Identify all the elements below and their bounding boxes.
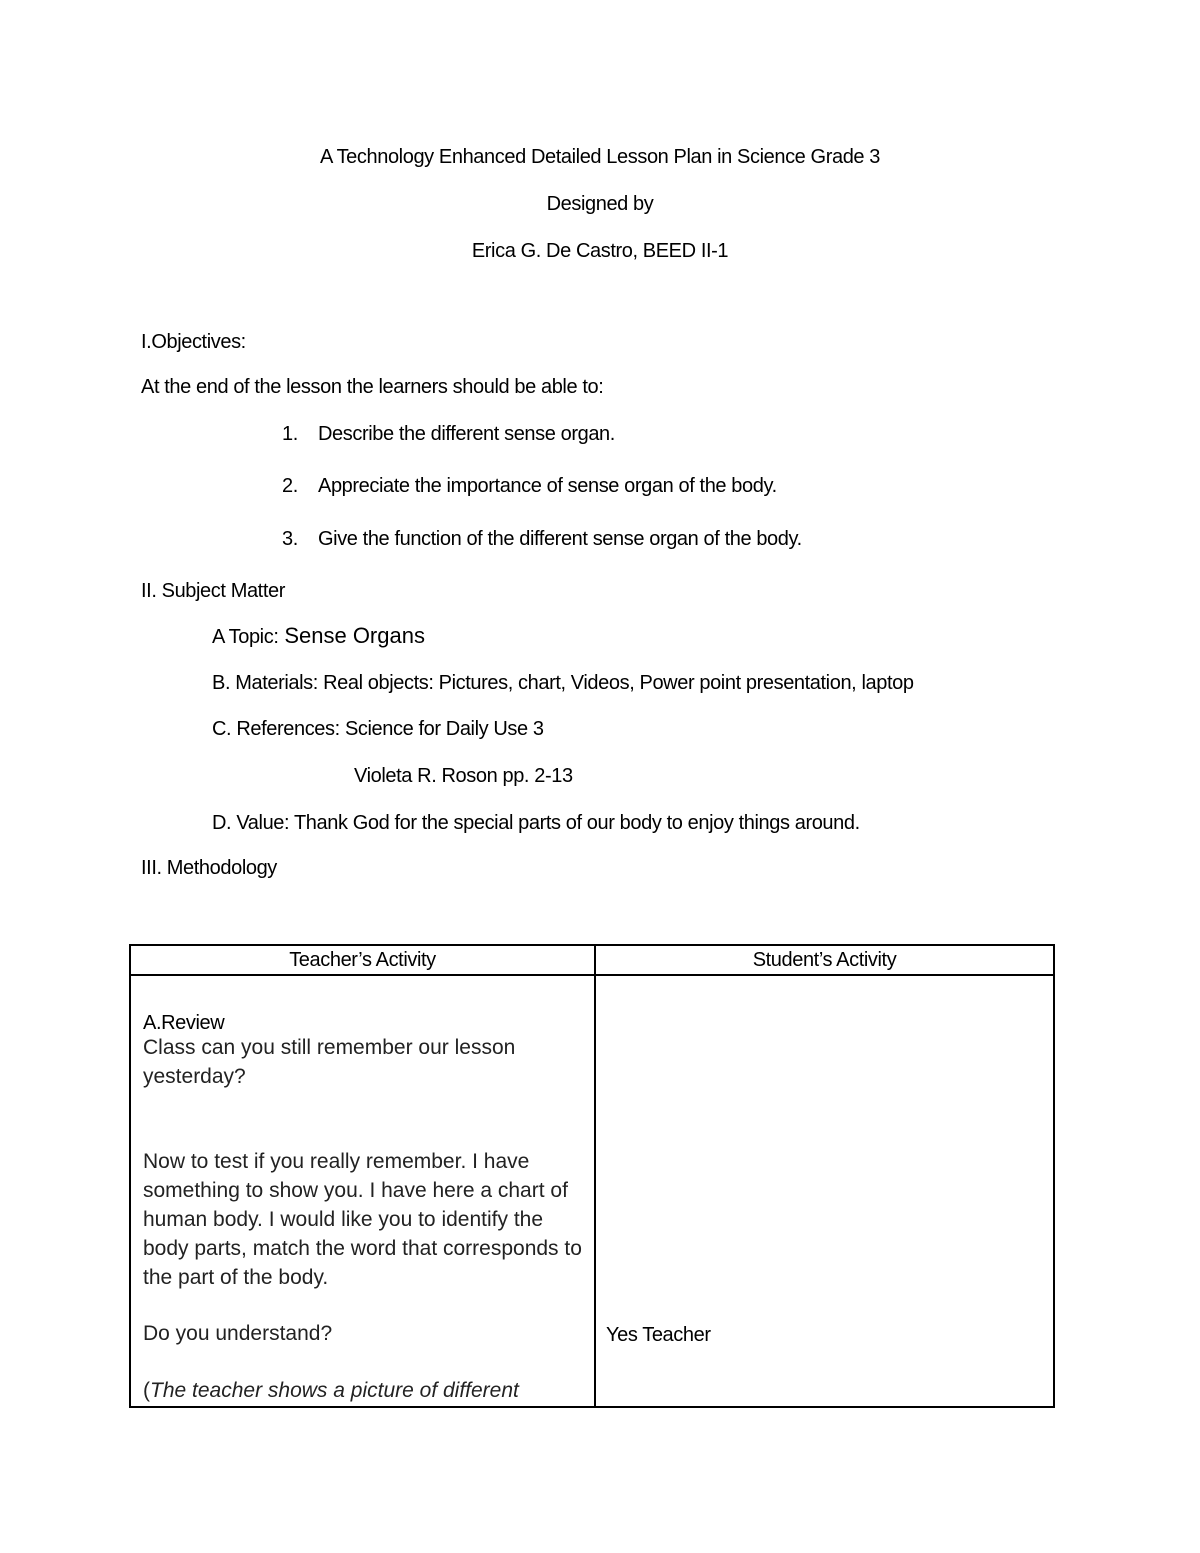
value-line: D. Value: Thank God for the special parts of our body to enjoy things around. (212, 812, 860, 834)
designed-by-label: Designed by (546, 193, 654, 215)
teacher-activity-header: Teacher’s Activity (130, 945, 595, 975)
objectives-heading: I.Objectives: (141, 331, 246, 353)
objective-number: 1. (282, 423, 298, 445)
objective-text: Give the function of the different sense organ of the body. (318, 528, 802, 550)
subject-matter-heading: II. Subject Matter (141, 580, 285, 602)
topic-label: A Topic: (212, 626, 279, 648)
table-row (130, 975, 1054, 1407)
topic-value: Sense Organs (284, 623, 425, 648)
teacher-text-3: Do you understand? (143, 1322, 333, 1345)
references-line (212, 716, 544, 742)
student-activity-header: Student’s Activity (595, 945, 1054, 975)
review-heading: A.Review (143, 1012, 225, 1034)
table-header-row (130, 945, 1054, 975)
references-author: Violeta R. Roson pp. 2-13 (354, 765, 573, 787)
objective-number: 3. (282, 528, 298, 550)
student-reply: Yes Teacher (606, 1324, 711, 1346)
teacher-text-1: Class can you still remember our lesson yesterday? (143, 1036, 516, 1088)
materials-line: B. Materials: Real objects: Pictures, chart, Videos, Power point presentation, laptop (212, 672, 914, 694)
teacher-text-4-italic: The teacher shows a picture of different (150, 1379, 519, 1402)
teacher-text-2: Now to test if you really remember. I have something to show you. I have here a chart of human body. I would like you to identify the body parts, match the word that corresponds to the part of the body. (143, 1150, 582, 1289)
objective-text: Appreciate the importance of sense organ of the body. (318, 475, 777, 497)
topic-line (212, 623, 425, 650)
objective-number: 2. (282, 475, 298, 497)
document-title: A Technology Enhanced Detailed Lesson Plan in Science Grade 3 (319, 146, 881, 168)
teacher-text-4 (143, 1376, 583, 1405)
teacher-text-4-open: ( (143, 1379, 150, 1402)
objective-text: Describe the different sense organ. (318, 423, 615, 445)
methodology-table (129, 944, 1055, 1408)
objectives-intro: At the end of the lesson the learners should be able to: (141, 376, 604, 398)
student-activity-cell (595, 975, 1054, 1407)
references-value: Science for Daily Use 3 (344, 718, 544, 740)
references-label: C. References: (212, 718, 340, 740)
methodology-heading: III. Methodology (141, 857, 277, 879)
teacher-activity-cell (130, 975, 595, 1407)
author-line: Erica G. De Castro, BEED II-1 (471, 240, 729, 262)
